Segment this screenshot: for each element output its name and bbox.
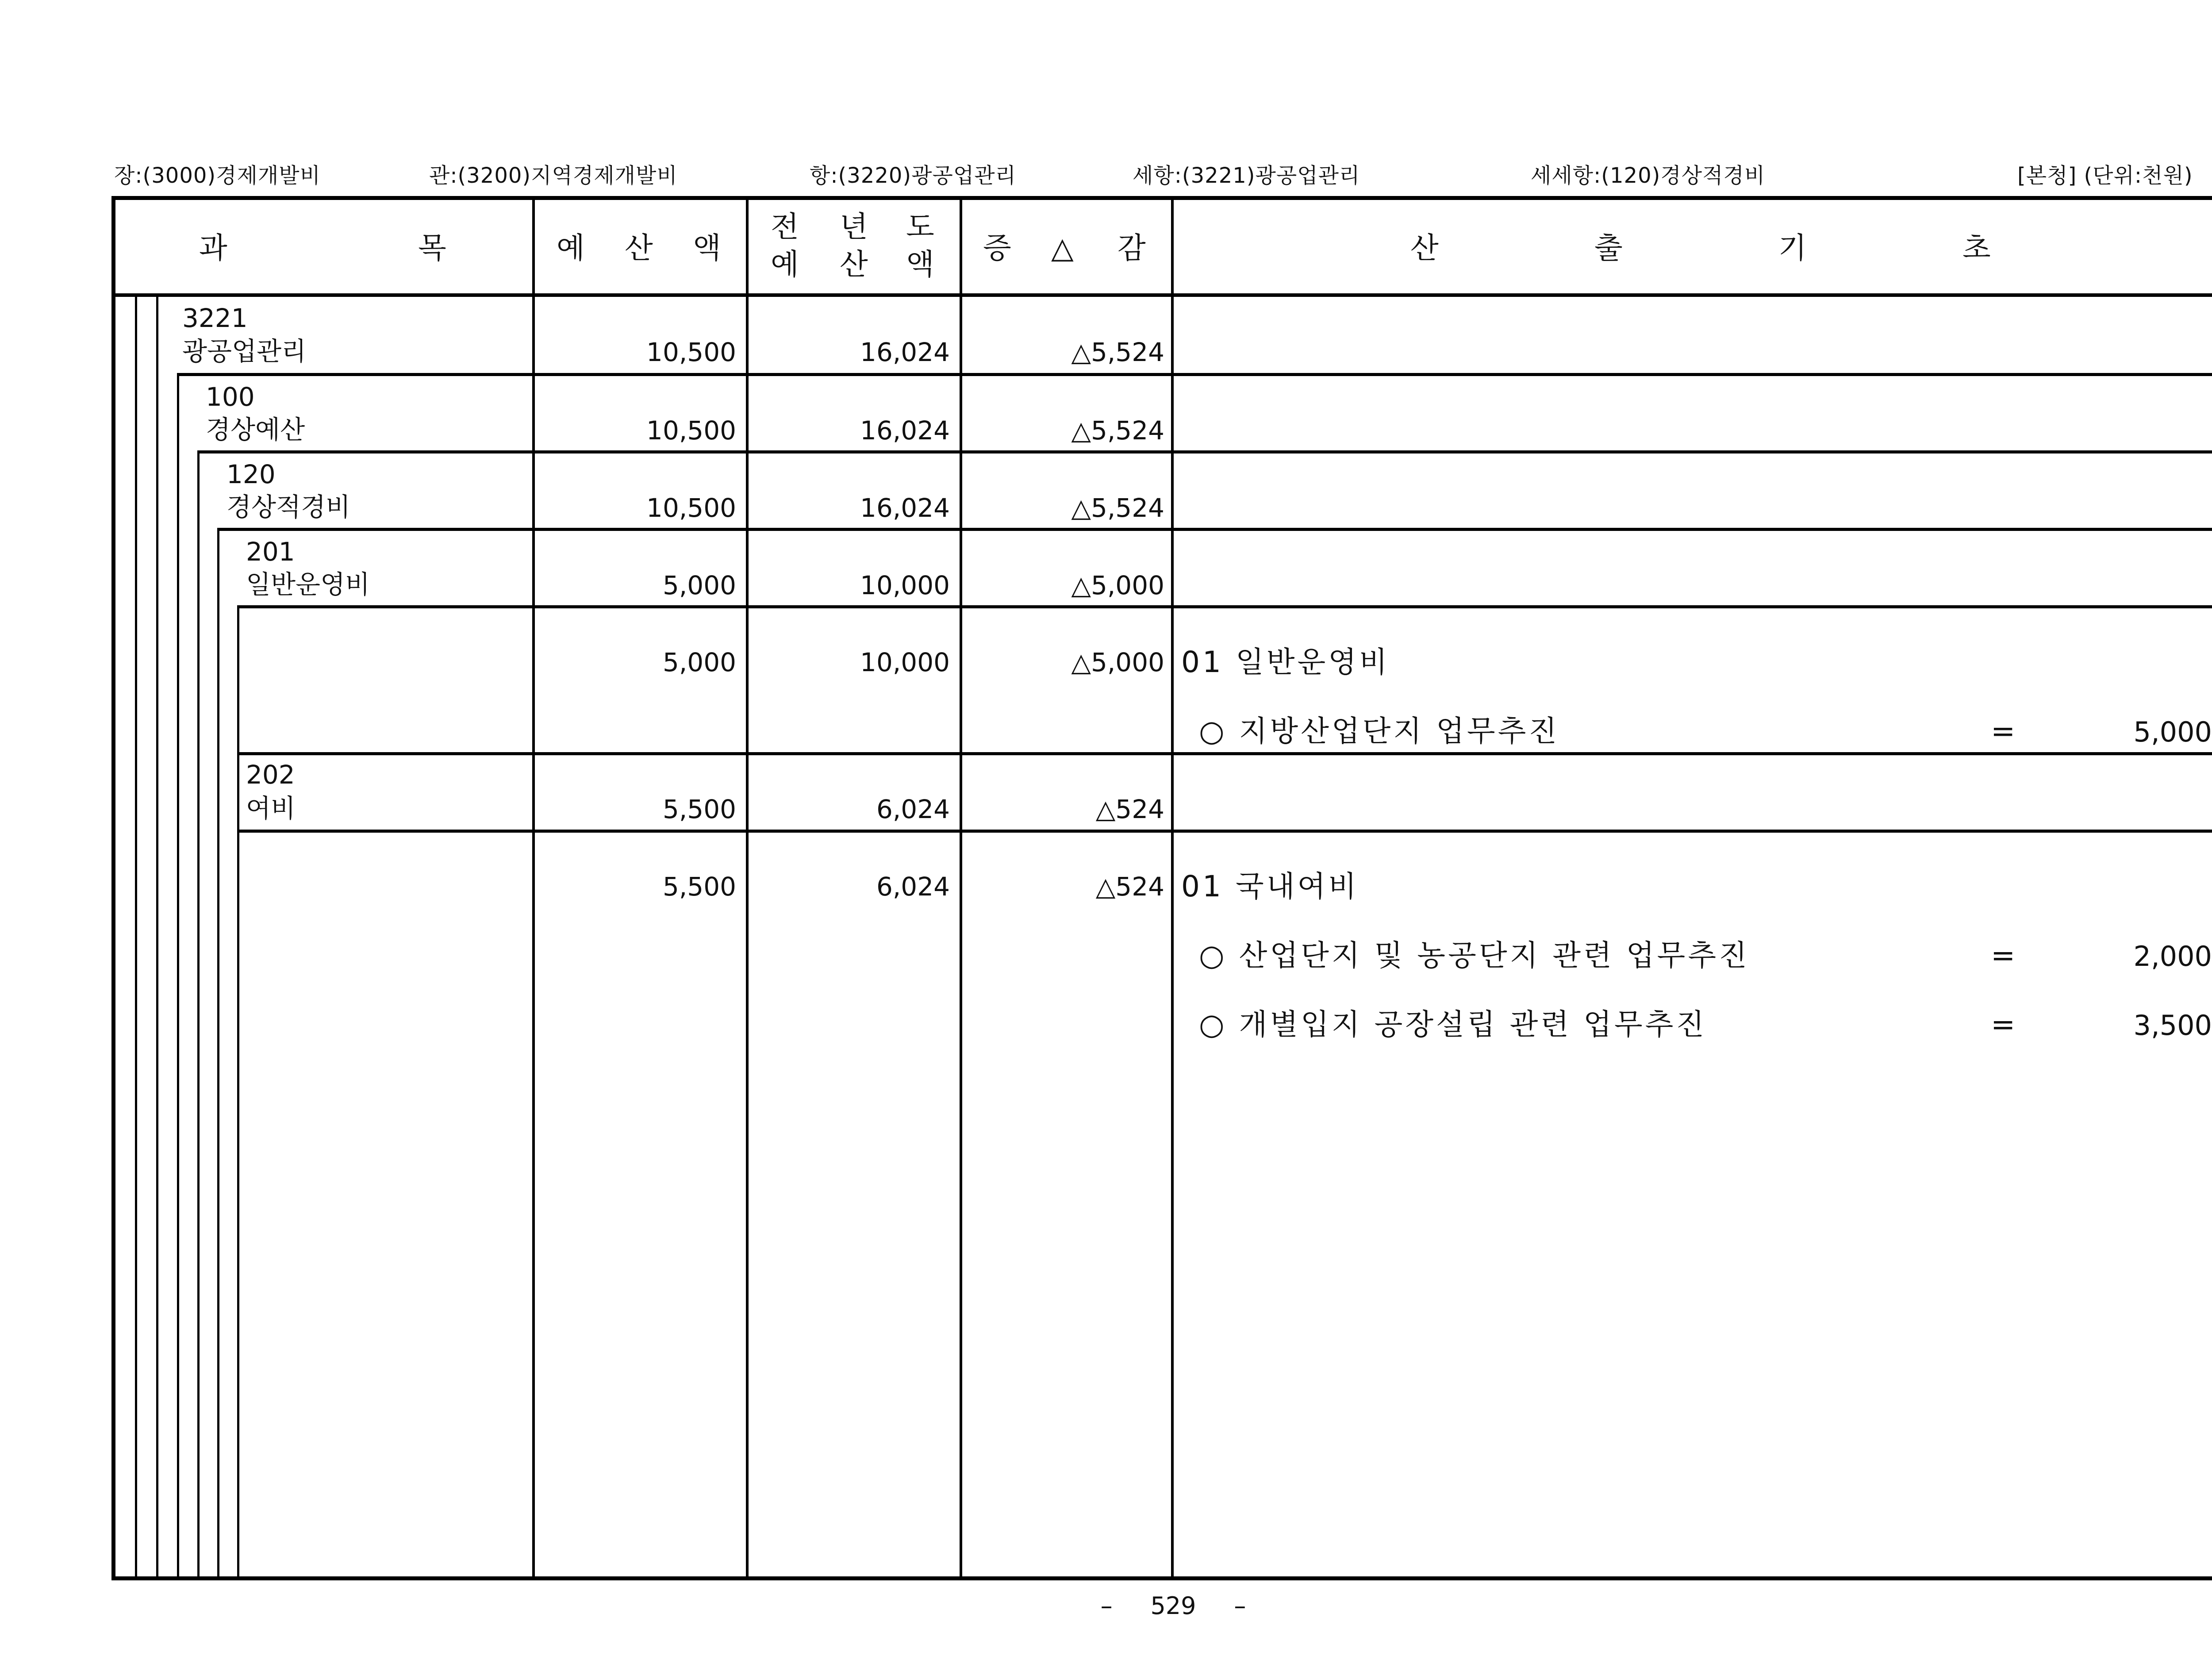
level-line xyxy=(217,530,219,1578)
col-header-prev-1a: 전 xyxy=(771,210,799,244)
col-divider-change xyxy=(1171,196,1174,1580)
col-header-subject-2: 목 xyxy=(418,231,446,265)
col-header-budget-3: 액 xyxy=(693,231,721,265)
basis-equals: = xyxy=(1991,1007,2018,1041)
level-line xyxy=(156,295,158,1578)
row-separator xyxy=(237,830,2212,833)
row-change: △5,000 xyxy=(1071,647,1164,677)
header-jang: 장:(3000)경제개발비 xyxy=(114,163,321,188)
row-code: 100 xyxy=(206,382,255,412)
row-prev: 10,000 xyxy=(860,570,950,600)
row-separator xyxy=(237,605,2212,608)
header-gwan: 관:(3200)지역경제개발비 xyxy=(429,163,678,188)
row-code: 201 xyxy=(246,537,295,567)
row-name: 광공업관리 xyxy=(182,336,307,366)
table-border-top xyxy=(111,196,2212,200)
basis-title: 01 일반운영비 xyxy=(1181,645,1390,679)
row-change: △524 xyxy=(1095,794,1164,824)
row-budget: 10,500 xyxy=(646,337,736,367)
level-line xyxy=(177,375,179,1578)
col-header-change-2: △ xyxy=(1051,231,1074,265)
row-name: 일반운영비 xyxy=(246,569,370,599)
basis-item: ○ 개별입지 공장설립 관련 업무추진 xyxy=(1199,1007,1707,1041)
basis-amount: 5,000 xyxy=(2133,716,2212,748)
col-divider-subject xyxy=(532,196,535,1580)
table-border-left xyxy=(111,196,115,1580)
table-border-bottom xyxy=(111,1576,2212,1580)
row-prev: 10,000 xyxy=(860,647,950,677)
basis-item: ○ 산업단지 및 농공단지 관련 업무추진 xyxy=(1199,938,1750,972)
row-separator xyxy=(197,450,2212,453)
col-header-budget-2: 산 xyxy=(625,231,653,265)
basis-amount: 2,000 xyxy=(2133,940,2212,972)
col-header-basis-1: 산 xyxy=(1410,231,1439,265)
col-header-prev-1c: 도 xyxy=(906,210,934,244)
col-header-change-3: 감 xyxy=(1118,231,1146,265)
col-header-subject-1: 과 xyxy=(199,231,227,265)
level-line xyxy=(197,452,200,1578)
col-divider-budget xyxy=(746,196,749,1580)
row-prev: 6,024 xyxy=(876,794,950,824)
row-code: 202 xyxy=(246,760,295,790)
row-budget: 5,500 xyxy=(662,872,736,902)
header-hang: 항:(3220)광공업관리 xyxy=(810,163,1016,188)
basis-title: 01 국내여비 xyxy=(1181,869,1359,903)
row-separator xyxy=(217,528,2212,531)
row-prev: 16,024 xyxy=(860,493,950,523)
basis-equals: = xyxy=(1991,714,2018,748)
row-budget: 5,000 xyxy=(662,647,736,677)
col-divider-prev xyxy=(960,196,962,1580)
row-code: 120 xyxy=(227,459,276,489)
row-separator xyxy=(237,752,2212,755)
col-header-prev-1b: 년 xyxy=(840,210,868,244)
level-line xyxy=(135,295,137,1578)
row-change: △5,524 xyxy=(1071,337,1164,367)
row-budget: 10,500 xyxy=(646,493,736,523)
basis-amount: 3,500 xyxy=(2133,1009,2212,1041)
row-prev: 16,024 xyxy=(860,337,950,367)
col-header-prev-2b: 산 xyxy=(840,247,868,281)
row-change: △524 xyxy=(1095,872,1164,902)
col-header-basis-4: 초 xyxy=(1962,231,1991,265)
row-separator xyxy=(177,373,2212,376)
basis-item: ○ 지방산업단지 업무추진 xyxy=(1199,714,1560,748)
row-change: △5,524 xyxy=(1071,493,1164,523)
row-budget: 10,500 xyxy=(646,415,736,446)
basis-equals: = xyxy=(1991,938,2018,972)
row-name: 경상적경비 xyxy=(227,492,351,522)
col-header-basis-3: 기 xyxy=(1778,231,1807,265)
col-header-prev-2c: 액 xyxy=(906,247,934,281)
row-budget: 5,000 xyxy=(662,570,736,600)
header-sehang: 세항:(3221)광공업관리 xyxy=(1133,163,1360,188)
row-change: △5,000 xyxy=(1071,570,1164,600)
col-header-change-1: 증 xyxy=(983,231,1011,265)
row-change: △5,524 xyxy=(1071,415,1164,446)
header-sesehang: 세세항:(120)경상적경비 xyxy=(1531,163,1766,188)
header-divider xyxy=(111,293,2212,297)
page-number-value: 529 xyxy=(1150,1592,1196,1620)
row-name: 여비 xyxy=(246,793,296,823)
col-header-prev-2a: 예 xyxy=(771,247,799,281)
col-header-basis-2: 출 xyxy=(1594,231,1623,265)
page-number: – 529 – xyxy=(1100,1592,1246,1620)
row-prev: 16,024 xyxy=(860,415,950,446)
header-unit: [본청] (단위:천원) xyxy=(2017,163,2193,188)
row-name: 경상예산 xyxy=(206,415,305,445)
row-budget: 5,500 xyxy=(662,794,736,824)
col-header-budget-1: 예 xyxy=(557,231,585,265)
row-code: 3221 xyxy=(182,303,248,333)
row-prev: 6,024 xyxy=(876,872,950,902)
